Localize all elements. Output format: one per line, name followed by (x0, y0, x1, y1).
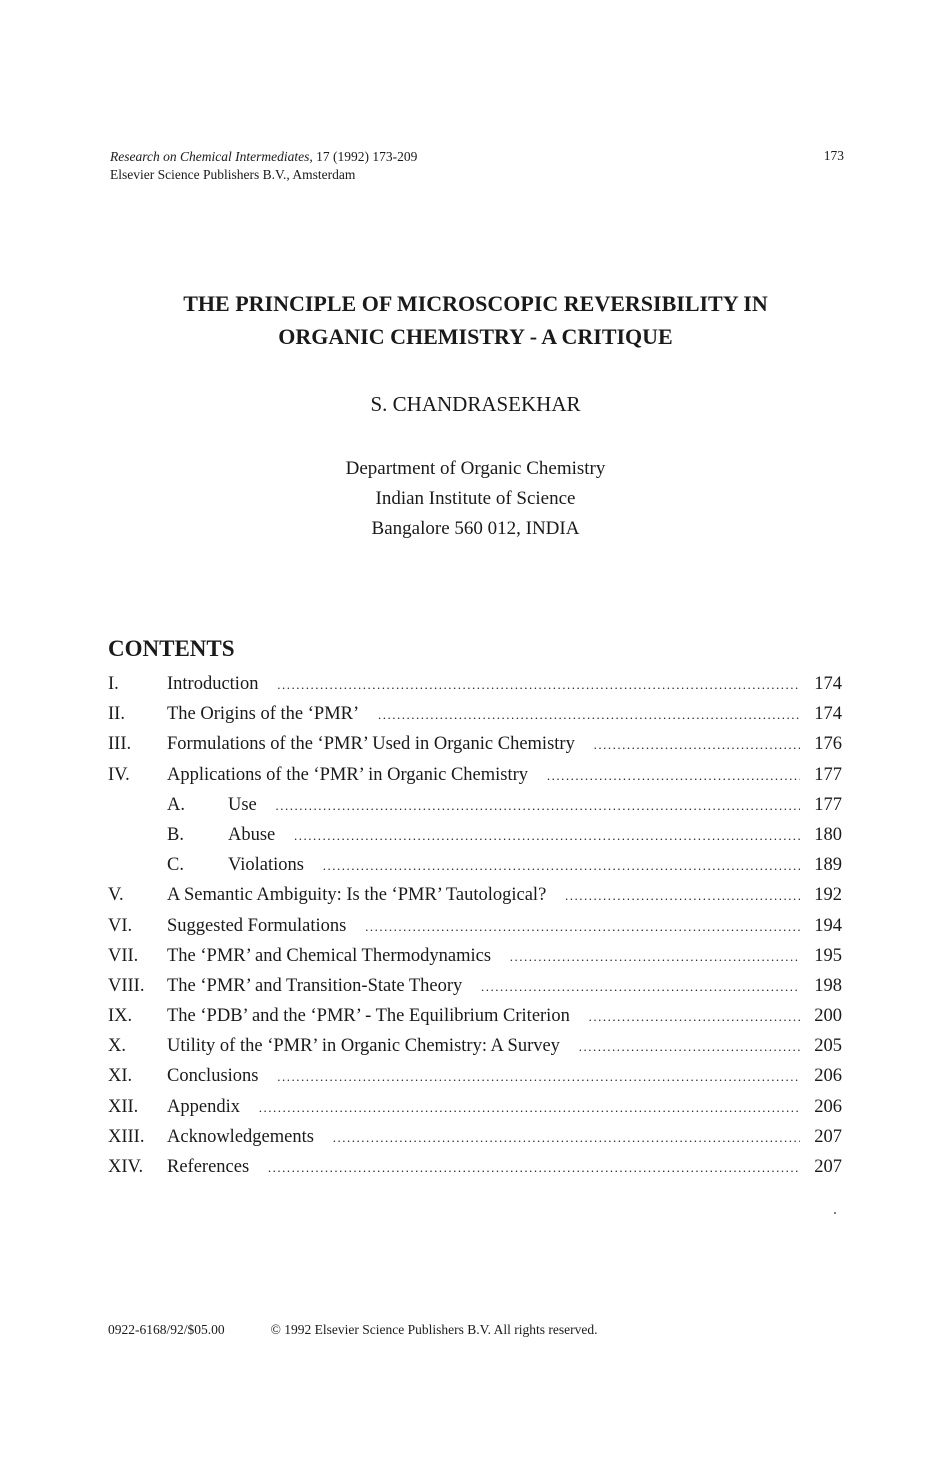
title-line-2: ORGANIC CHEMISTRY - A CRITIQUE (278, 324, 673, 349)
toc-entry-3 (108, 729, 842, 759)
toc-page: 206 (804, 1092, 842, 1122)
toc-entry-13 (108, 1122, 842, 1152)
toc-page: 206 (804, 1061, 842, 1091)
page-number: 173 (823, 148, 844, 163)
toc-subentry-a (108, 790, 842, 820)
toc-page: 205 (804, 1031, 842, 1061)
toc-number: XIII. (108, 1126, 145, 1147)
toc-number: X. (108, 1036, 126, 1057)
copyright-notice: © 1992 Elsevier Science Publishers B.V. All rights reserved. (270, 1322, 598, 1337)
toc-page: 195 (804, 941, 842, 971)
toc-entry-10 (108, 1031, 842, 1061)
toc-title: A Semantic Ambiguity: Is the ‘PMR’ Tautological? (167, 885, 560, 905)
affiliation-address: Bangalore 560 012, INDIA (371, 518, 580, 539)
toc-subentry-c (108, 850, 842, 880)
toc-subentry-b (108, 820, 842, 850)
toc-number: VI. (108, 915, 133, 936)
title-line-1: THE PRINCIPLE OF MICROSCOPIC REVERSIBILITY IN (183, 291, 768, 316)
author-name: S. CHANDRASEKHAR (370, 392, 581, 416)
toc-number: XIV. (108, 1157, 144, 1177)
toc-number: V. (108, 885, 124, 906)
toc-title: The ‘PDB’ and the ‘PMR’ - The Equilibrium Criterion (167, 1006, 584, 1026)
toc-title: Applications of the ‘PMR’ in Organic Chemistry (167, 765, 542, 785)
toc-number: XI. (108, 1066, 133, 1087)
toc-sub-letter: B. (167, 824, 184, 845)
toc-title: Conclusions (167, 1066, 272, 1086)
affiliation (0, 454, 951, 544)
toc-page: 198 (804, 971, 842, 1001)
toc-number: III. (108, 734, 132, 755)
toc-page: 192 (804, 880, 842, 910)
toc-title: The ‘PMR’ and Transition-State Theory (167, 976, 476, 996)
journal-name: Research on Chemical Intermediates, (110, 149, 313, 164)
toc-sub-letter: C. (167, 855, 184, 876)
toc-page: 180 (804, 820, 842, 850)
article-title (0, 287, 951, 353)
toc-title: Acknowledgements (167, 1127, 328, 1147)
toc-title: Use (228, 795, 271, 815)
contents-heading: CONTENTS (108, 636, 235, 661)
toc-title: References (167, 1157, 263, 1177)
toc-title: Suggested Formulations (167, 916, 360, 936)
toc-entry-9 (108, 1001, 842, 1031)
toc-entry-8 (108, 971, 842, 1001)
toc-entry-7 (108, 941, 842, 971)
journal-issue: 17 (1992) 173-209 (316, 149, 418, 164)
toc-number: I. (108, 674, 119, 694)
toc-number: VII. (108, 945, 139, 966)
toc-number: XII. (108, 1096, 139, 1117)
toc-sub-letter: A. (167, 794, 185, 815)
toc-title: The Origins of the ‘PMR’ (167, 704, 373, 724)
table-of-contents (108, 669, 842, 1182)
toc-page: 189 (804, 850, 842, 880)
toc-page: 207 (804, 1122, 842, 1152)
journal-header (110, 148, 417, 184)
toc-page: 207 (804, 1152, 842, 1182)
toc-number: II. (108, 704, 125, 725)
toc-page: 174 (804, 669, 842, 699)
publisher-line: Elsevier Science Publishers B.V., Amsterdam (110, 167, 356, 182)
toc-page: 194 (804, 911, 842, 941)
toc-title: Appendix (167, 1097, 254, 1117)
toc-page: 174 (804, 699, 842, 729)
toc-page: 177 (804, 760, 842, 790)
toc-entry-6 (108, 911, 842, 941)
toc-title: Introduction (167, 674, 272, 694)
toc-entry-14 (108, 1152, 842, 1182)
toc-entry-12 (108, 1092, 842, 1122)
scan-speck (834, 1212, 836, 1214)
toc-title: Formulations of the ‘PMR’ Used in Organic Chemistry (167, 734, 589, 754)
footer (108, 1322, 597, 1338)
toc-title: Abuse (228, 825, 289, 845)
toc-entry-1 (108, 669, 842, 699)
affiliation-institute: Indian Institute of Science (375, 488, 576, 509)
toc-entry-11 (108, 1061, 842, 1091)
toc-page: 177 (804, 790, 842, 820)
toc-page: 176 (804, 729, 842, 759)
toc-entry-4 (108, 760, 842, 790)
toc-number: VIII. (108, 975, 145, 996)
toc-title: Utility of the ‘PMR’ in Organic Chemistry: A Survey (167, 1036, 574, 1056)
toc-title: Violations (228, 855, 318, 875)
toc-title: The ‘PMR’ and Chemical Thermodynamics (167, 946, 505, 966)
toc-entry-5 (108, 880, 842, 910)
toc-number: IX. (108, 1006, 133, 1027)
toc-entry-2 (108, 699, 842, 729)
issn-price: 0922-6168/92/$05.00 (108, 1322, 225, 1337)
affiliation-department: Department of Organic Chemistry (345, 458, 606, 479)
toc-number: IV. (108, 764, 130, 785)
toc-page: 200 (804, 1001, 842, 1031)
